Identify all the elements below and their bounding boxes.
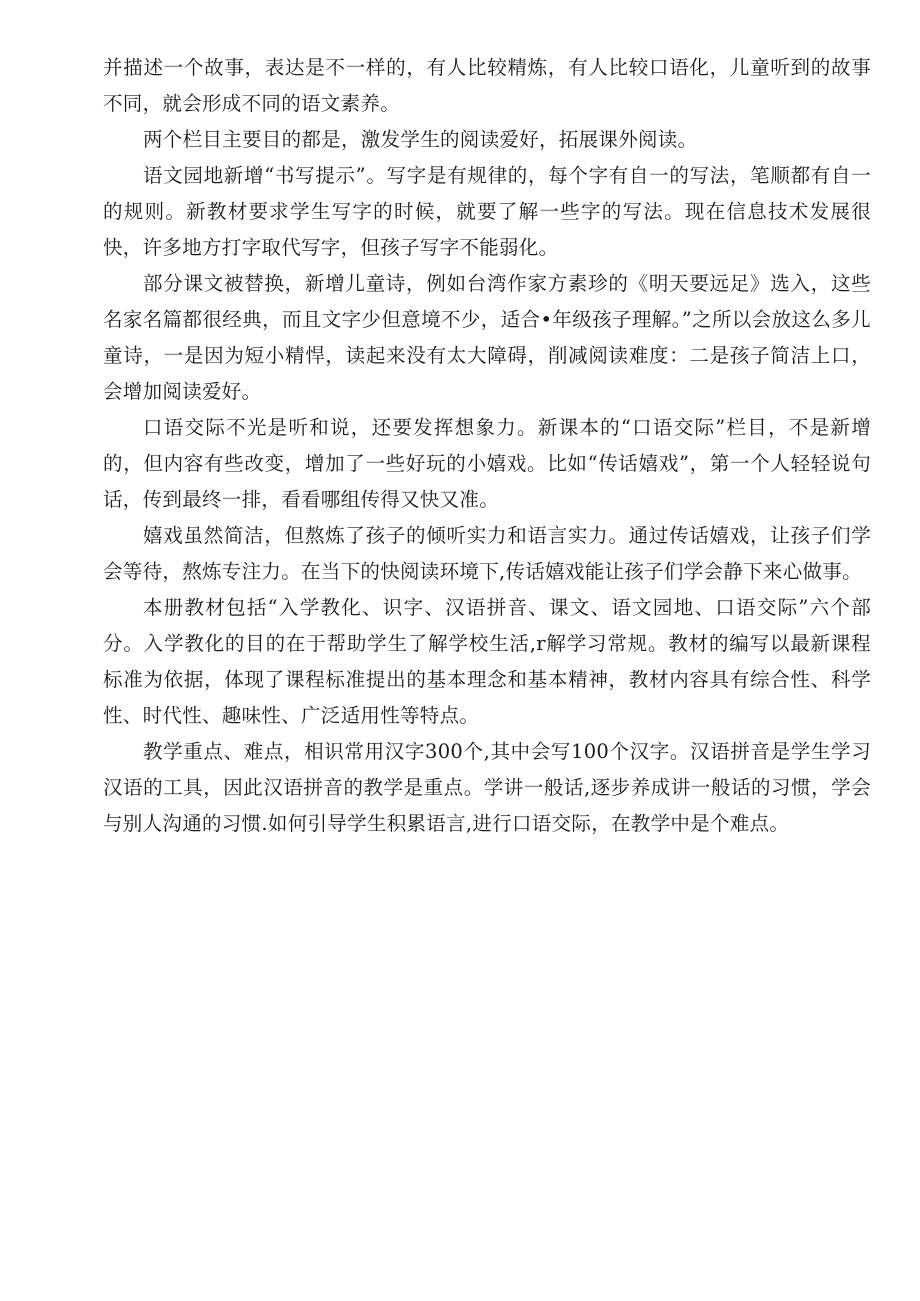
paragraph-4: 部分课文被替换，新增儿童诗，例如台湾作家方素珍的《明天要远足》选入，这些名家名篇都很经典，而且文字少但意境不少，适合•年级孩子理解。”之所以会放这么多儿童诗，一是因为短小精悍，读起来没有太大障碍，削减阅读难度：二是孩子简洁上口，会增加阅读爱好。 xyxy=(103,272,871,403)
document-body xyxy=(103,50,871,842)
paragraph-8: 教学重点、难点，相识常用汉字300个,其中会写100个汉字。汉语拼音是学生学习汉语的工具，因此汉语拼音的教学是重点。学讲一般话,逐步养成讲一般话的习惯，学会与别人沟通的习惯.如何引导学生积累语言,进行口语交际，在教学中是个难点。 xyxy=(103,740,871,835)
paragraph-2: 两个栏目主要目的都是，激发学生的阅读爱好，拓展课外阅读。 xyxy=(143,128,698,151)
paragraph-3: 语文园地新增“书写提示”。写字是有规律的，每个字有自一的写法，笔顺都有自一的规则。新教材要求学生写字的时候，就要了解一些字的写法。现在信息技术发展很快，许多地方打字取代写字，但孩子写字不能弱化。 xyxy=(103,164,871,259)
paragraph-1: 并描述一个故事，表达是不一样的，有人比较精炼，有人比较口语化，儿童听到的故事不同，就会形成不同的语文素养。 xyxy=(103,56,871,115)
paragraph-5: 口语交际不光是听和说，还要发挥想象力。新课本的“口语交际”栏目，不是新增的，但内容有些改变，增加了一些好玩的小嬉戏。比如“传话嬉戏”，第一个人轻轻说句话，传到最终一排，看看哪组传得又快又准。 xyxy=(103,416,871,511)
paragraph-6: 嬉戏虽然简洁，但熬炼了孩子的倾听实力和语言实力。通过传话嬉戏，让孩子们学会等待，熬炼专注力。在当下的快阅读环境下,传话嬉戏能让孩子们学会静下来心做事。 xyxy=(103,524,871,583)
paragraph-7: 本册教材包括“入学教化、识字、汉语拼音、课文、语文园地、口语交际”六个部分。入学教化的目的在于帮助学生了解学校生活,r解学习常规。教材的编写以最新课程标准为依据，体现了课程标准提出的基本理念和基本精神，教材内容具有综合性、科学性、时代性、趣味性、广泛适用性等特点。 xyxy=(103,596,871,727)
